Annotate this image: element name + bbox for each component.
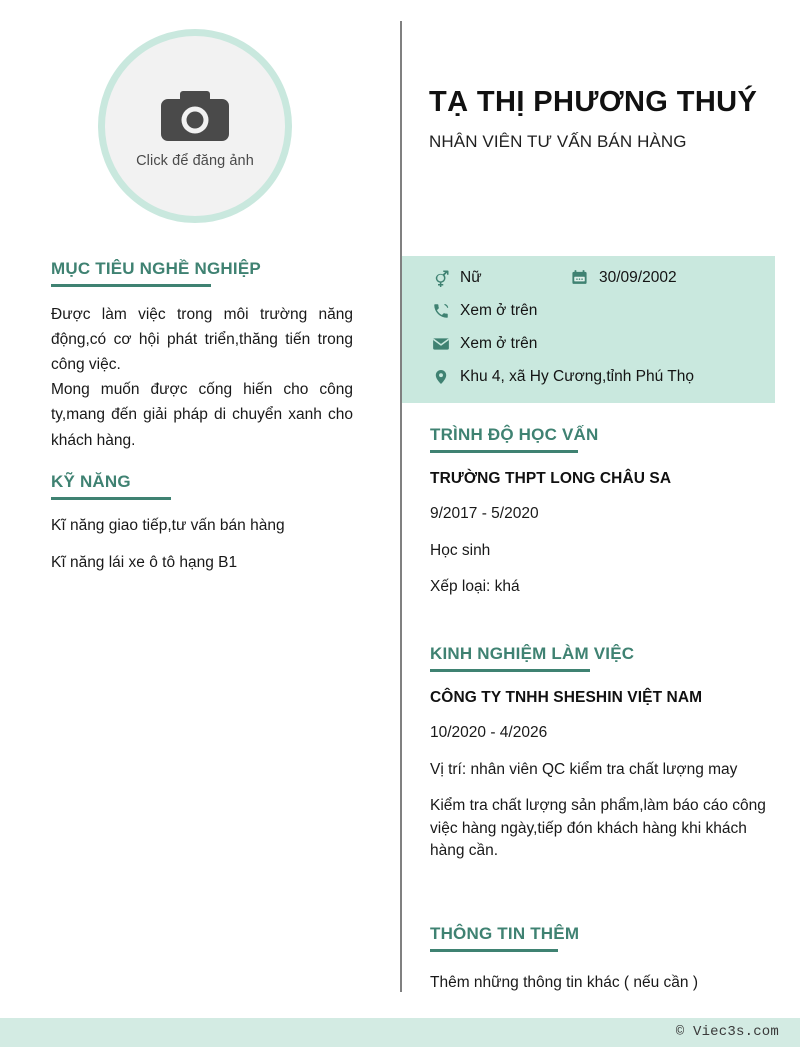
camera-icon [159,89,231,150]
section-work-experience [430,644,770,862]
section-heading-career-objective: MỤC TIÊU NGHỀ NGHIỆP [51,259,261,278]
experience-entry [430,672,770,862]
location-pin-icon [431,367,450,386]
identity-block [429,86,789,152]
education-entry [430,453,770,599]
contact-value-dob: 30/09/2002 [599,268,677,286]
job-title: NHÂN VIÊN TƯ VẤN BÁN HÀNG [429,132,687,152]
section-career-objective [51,259,353,453]
calendar-icon [570,268,589,287]
page-title: TẠ THỊ PHƯƠNG THUÝ [429,86,758,118]
phone-icon [431,301,450,320]
list-item: Kĩ năng lái xe ô tô hạng B1 [51,554,238,572]
skills-list [51,500,353,575]
section-heading-skills: KỸ NĂNG [51,472,131,491]
section-heading-additional-info: THÔNG TIN THÊM [430,924,580,943]
contact-info-panel [402,256,775,403]
experience-description: Kiểm tra chất lượng sản phẩm,làm báo cáo công việc hàng ngày,tiếp đón khách hàng khi khách hàng cần. [430,797,766,860]
contact-value-email: Xem ở trên [460,334,538,352]
section-heading-work-experience: KINH NGHIỆM LÀM VIỆC [430,644,635,663]
contact-row-phone [431,301,537,320]
additional-info-entry [430,952,770,994]
contact-value-address: Khu 4, xã Hy Cương,tỉnh Phú Thọ [460,367,694,385]
career-objective-paragraph-2: Mong muốn được cống hiến cho công ty,mang đến giải pháp di chuyển xanh cho khách hàng. [51,381,353,449]
career-objective-body [51,287,353,453]
section-education [430,425,770,599]
envelope-icon [431,334,450,353]
contact-value-gender: Nữ [460,268,482,286]
education-grade: Xếp loại: khá [430,578,520,596]
education-period: 9/2017 - 5/2020 [430,505,539,523]
additional-info-text: Thêm những thông tin khác ( nếu cần ) [430,974,699,991]
list-item: Kĩ năng giao tiếp,tư vấn bán hàng [51,517,285,534]
footer-bar [0,1018,800,1047]
contact-row-gender [431,268,482,287]
education-school: TRƯỜNG THPT LONG CHÂU SA [430,470,672,487]
section-skills [51,472,353,589]
footer-copyright: © Viec3s.com [675,1024,779,1040]
photo-upload-area[interactable] [98,29,292,223]
contact-row-address [431,367,694,386]
education-role: Học sinh [430,541,491,559]
experience-company: CÔNG TY TNHH SHESHIN VIỆT NAM [430,689,703,706]
right-column [402,0,800,1010]
career-objective-paragraph-1: Được làm việc trong môi trường năng động,có cơ hội phát triển,thăng tiến trong công việc. [51,306,353,374]
experience-position: Vị trí: nhân viên QC kiểm tra chất lượng may [430,760,738,778]
contact-value-phone: Xem ở trên [460,301,538,319]
left-column [0,0,400,1010]
gender-icon [431,268,450,287]
contact-row-dob [570,268,677,287]
section-additional-info [430,924,770,994]
photo-upload-caption: Click để đăng ảnh [136,152,254,169]
contact-row-email [431,334,537,353]
photo-upload-circle[interactable] [98,29,292,223]
experience-period: 10/2020 - 4/2026 [430,724,548,742]
section-heading-education: TRÌNH ĐỘ HỌC VẤN [430,425,599,444]
